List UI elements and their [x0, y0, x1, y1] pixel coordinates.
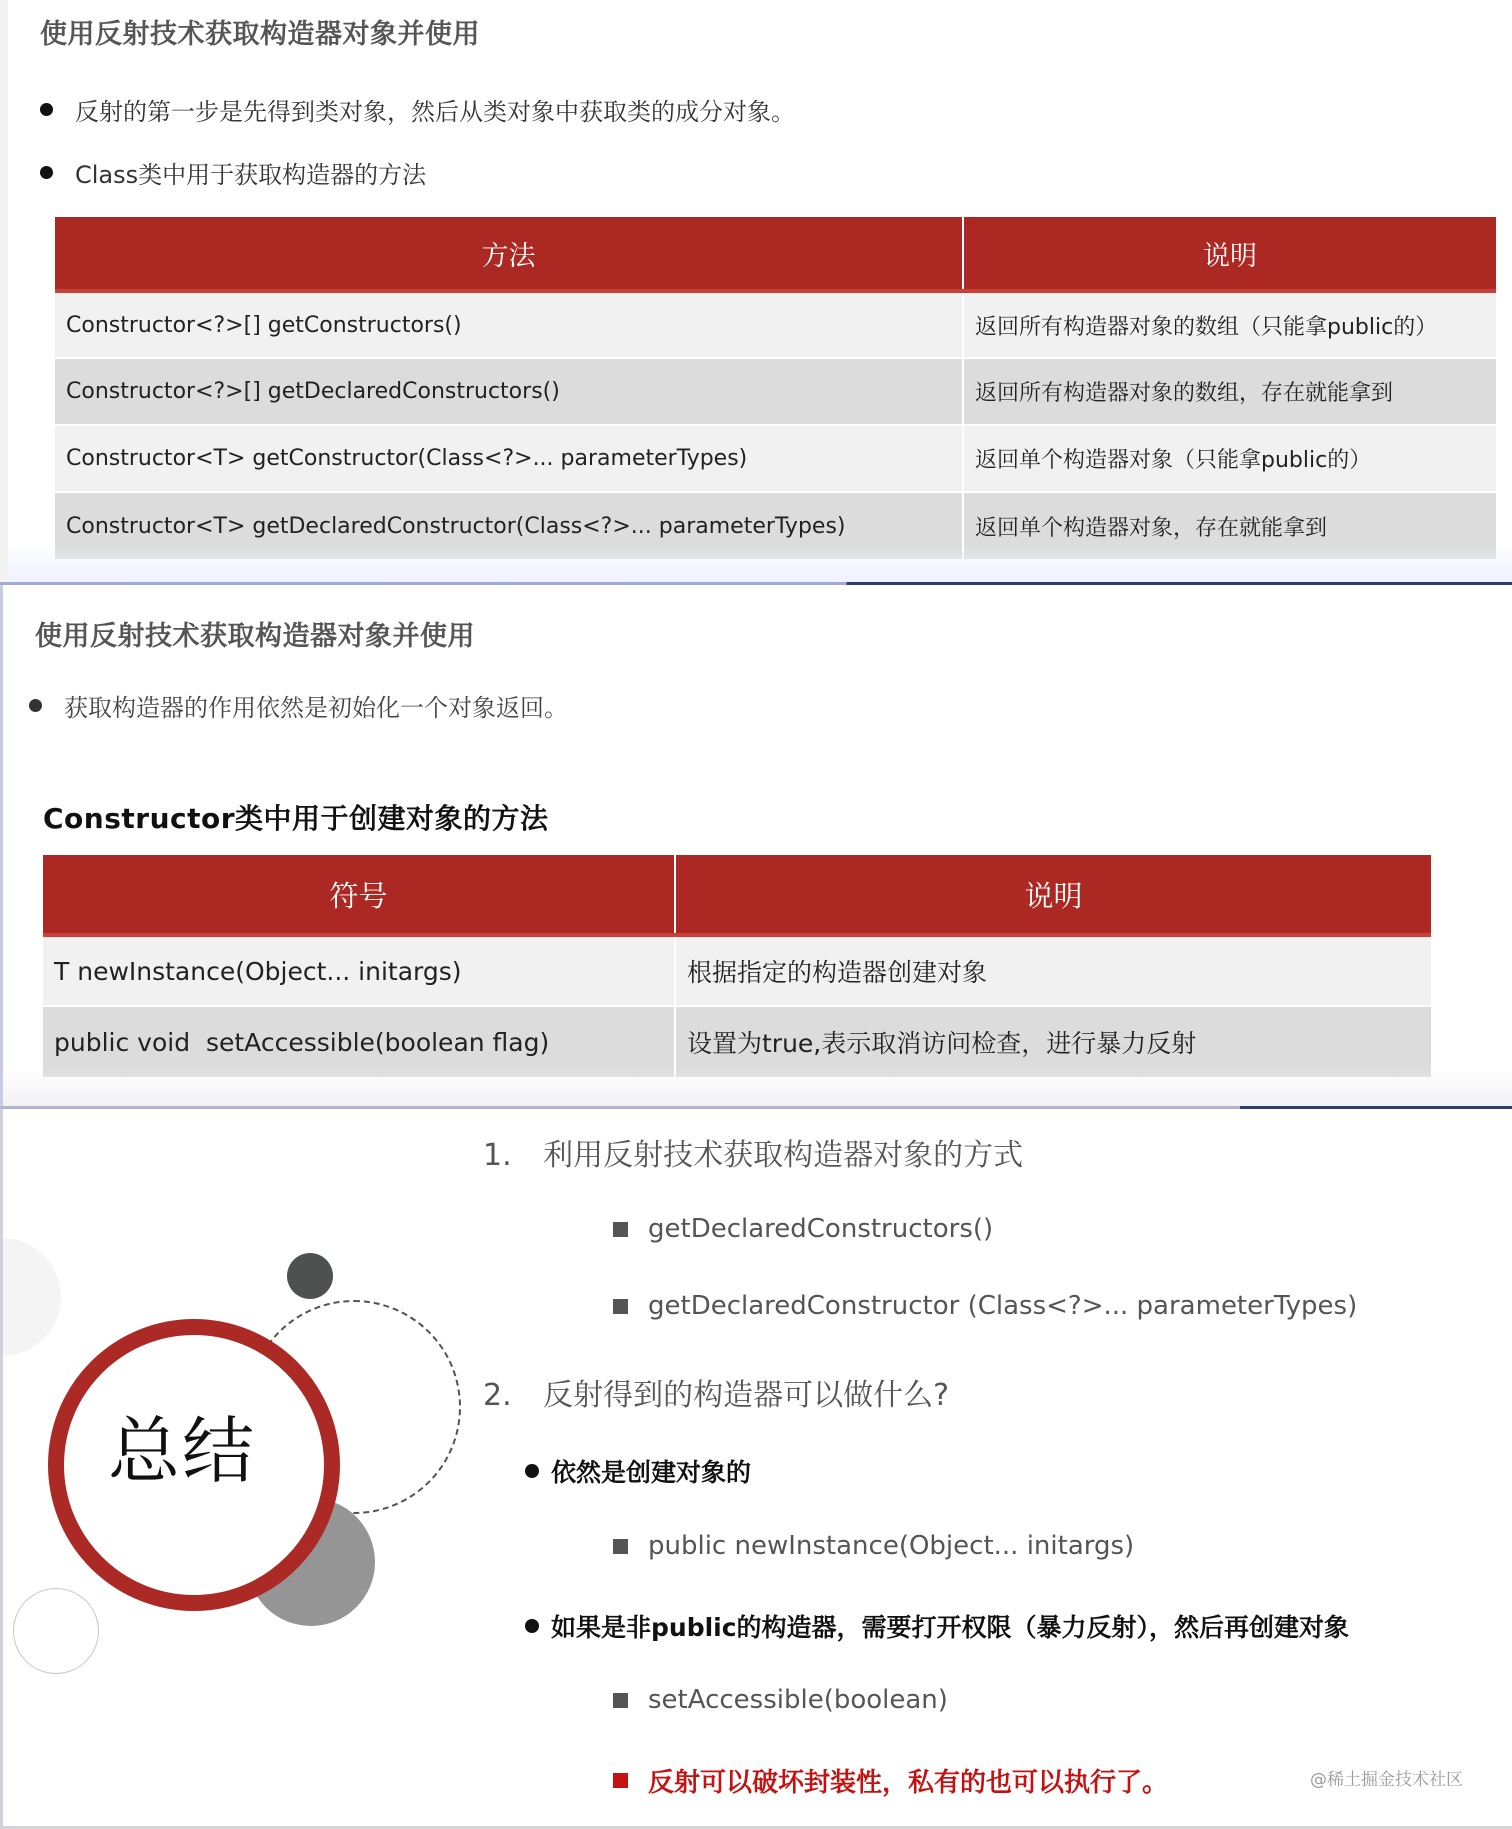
- bullet-dot-icon: [29, 699, 42, 712]
- highlight-item: [613, 1762, 1168, 1799]
- table-row: [55, 425, 1496, 492]
- summary-label: 总结: [108, 1409, 257, 1493]
- column-header-description: 说明: [675, 855, 1431, 935]
- table-row: [55, 358, 1496, 425]
- symbol-cell: T newInstance(Object... initargs): [43, 935, 675, 1006]
- panel-divider: [0, 1106, 1512, 1109]
- method-cell: Constructor<T> getDeclaredConstructor(Class<?>... parameterTypes): [55, 492, 963, 559]
- constructor-methods-table: [55, 217, 1496, 559]
- bullet-dot-icon: [525, 1464, 539, 1478]
- column-header-method: 方法: [55, 217, 963, 291]
- square-bullet-icon: [613, 1299, 628, 1314]
- bullet-text: 反射的第一步是先得到类对象，然后从类对象中获取类的成分对象。: [75, 98, 795, 126]
- section-subtitle: Constructor类中用于创建对象的方法: [43, 802, 549, 835]
- bullet-dot-icon: [525, 1619, 539, 1633]
- slide-panel-summary: [0, 1108, 1512, 1829]
- table-row: [55, 492, 1496, 559]
- point-text: 依然是创建对象的: [551, 1458, 752, 1487]
- item-number: 1.: [483, 1138, 512, 1173]
- square-bullet-icon: [613, 1773, 628, 1788]
- constructor-create-methods-table: [43, 855, 1431, 1077]
- table-row: [55, 291, 1496, 358]
- sub-item-text: setAccessible(boolean): [648, 1685, 948, 1715]
- panel-divider: [0, 582, 1512, 585]
- highlight-text: 反射可以破坏封装性，私有的也可以执行了。: [648, 1768, 1169, 1798]
- bullet-dot-icon: [40, 166, 53, 179]
- description-cell: 设置为true,表示取消访问检查，进行暴力反射: [675, 1006, 1431, 1077]
- slide-panel-constructor-usage: [0, 584, 1512, 1108]
- bullet-text: 获取构造器的作用依然是初始化一个对象返回。: [64, 694, 568, 722]
- point-item: [525, 1608, 1349, 1644]
- table-row: [43, 1006, 1431, 1077]
- sub-item: [613, 1685, 948, 1715]
- method-cell: Constructor<?>[] getDeclaredConstructors(): [55, 358, 963, 425]
- method-cell: Constructor<?>[] getConstructors(): [55, 291, 963, 358]
- bullet-item: [29, 688, 568, 723]
- sub-item: [613, 1531, 1134, 1561]
- table-header-row: [55, 217, 1496, 291]
- table-header-row: [43, 855, 1431, 935]
- sub-item-text: getDeclaredConstructors(): [648, 1214, 994, 1244]
- square-bullet-icon: [613, 1539, 628, 1554]
- point-text: 如果是非public的构造器，需要打开权限（暴力反射），然后再创建对象: [551, 1613, 1350, 1642]
- item-text: 反射得到的构造器可以做什么?: [543, 1378, 950, 1413]
- column-header-symbol: 符号: [43, 855, 675, 935]
- sub-item: [613, 1291, 1357, 1321]
- slide-title: 使用反射技术获取构造器对象并使用: [40, 19, 480, 50]
- bullet-dot-icon: [40, 103, 53, 116]
- method-cell: Constructor<T> getConstructor(Class<?>... parameterTypes): [55, 425, 963, 492]
- decorative-circle: [0, 1238, 61, 1356]
- description-cell: 返回单个构造器对象，存在就能拿到: [963, 492, 1496, 559]
- symbol-cell: public void setAccessible(boolean flag): [43, 1006, 675, 1077]
- decorative-dark-dot: [287, 1253, 333, 1299]
- square-bullet-icon: [613, 1693, 628, 1708]
- point-item: [525, 1453, 751, 1489]
- decorative-outline-circle: [13, 1588, 99, 1674]
- slide-panel-constructor-methods: [0, 0, 1512, 584]
- item-number: 2.: [483, 1378, 512, 1413]
- bullet-item: [40, 155, 426, 190]
- description-cell: 返回单个构造器对象（只能拿public的）: [963, 425, 1496, 492]
- sub-item-text: getDeclaredConstructor (Class<?>... parameterTypes): [648, 1291, 1358, 1321]
- description-cell: 根据指定的构造器创建对象: [675, 935, 1431, 1006]
- column-header-description: 说明: [963, 217, 1496, 291]
- numbered-item: [483, 1130, 1023, 1174]
- bullet-text: Class类中用于获取构造器的方法: [75, 161, 427, 189]
- table-row: [43, 935, 1431, 1006]
- item-text: 利用反射技术获取构造器对象的方式: [543, 1138, 1024, 1173]
- sub-item-text: public newInstance(Object... initargs): [648, 1531, 1135, 1561]
- numbered-item: [483, 1370, 949, 1414]
- watermark: @稀土掘金技术社区: [1310, 1770, 1463, 1790]
- bullet-item: [40, 92, 795, 127]
- sub-item: [613, 1214, 993, 1244]
- slide-title: 使用反射技术获取构造器对象并使用: [35, 621, 475, 652]
- description-cell: 返回所有构造器对象的数组，存在就能拿到: [963, 358, 1496, 425]
- description-cell: 返回所有构造器对象的数组（只能拿public的）: [963, 291, 1496, 358]
- square-bullet-icon: [613, 1222, 628, 1237]
